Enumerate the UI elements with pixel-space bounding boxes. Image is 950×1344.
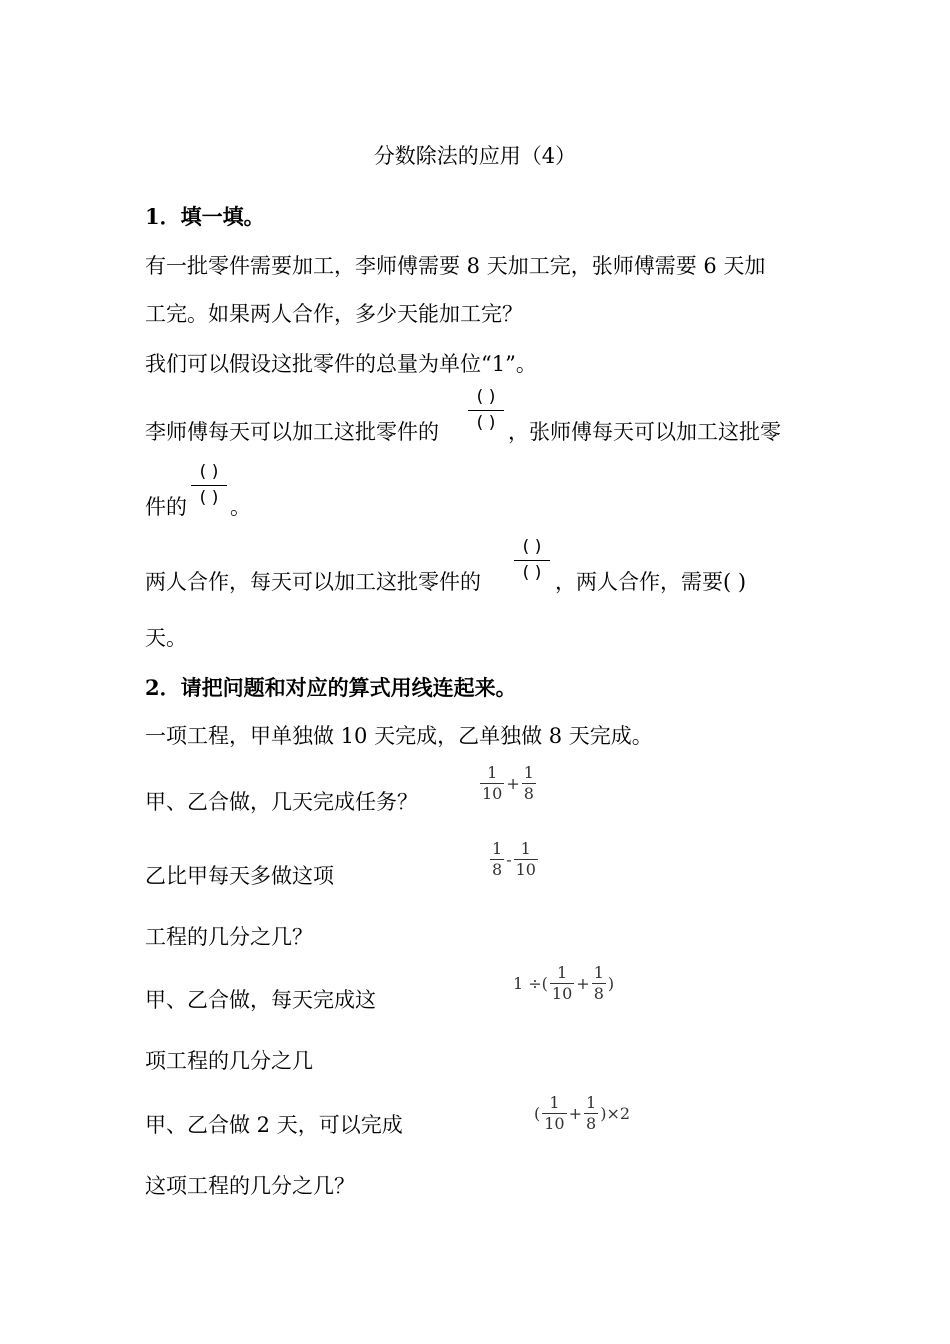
fraction-bar: [191, 485, 227, 486]
q1-together-prefix: 两人合作，每天可以加工这批零件的: [145, 570, 481, 594]
q2-heading: 2．请把问题和对应的算式用线连起来。: [145, 675, 517, 700]
fraction: $\frac{1}{10}$: [482, 763, 503, 803]
fraction: $\frac{1}{10}$: [544, 1093, 565, 1133]
blank-denominator[interactable]: ( ): [522, 563, 542, 583]
operator: +: [576, 974, 590, 993]
formula-sum-rates[interactable]: [479, 763, 537, 804]
q1-li-suffix: ，张师傅每天可以加工这批零: [508, 420, 781, 444]
blank-denominator[interactable]: ( ): [199, 488, 219, 508]
q2-intro: 一项工程，甲单独做 10 天完成，乙单独做 8 天完成。: [145, 724, 653, 748]
zhang-fraction-blank[interactable]: [189, 463, 229, 509]
q1-heading: 1．填一填。: [145, 204, 265, 229]
q2-question-3-line1[interactable]: 甲、乙合做，每天完成这: [145, 988, 376, 1012]
operator: +: [568, 1104, 583, 1123]
fraction: $\frac{1}{10}$: [515, 839, 536, 879]
fraction-bar: [468, 410, 504, 411]
prefix: 1 ÷(: [513, 974, 548, 993]
q2-question-2-line2[interactable]: 工程的几分之几？: [145, 925, 313, 949]
suffix: ): [607, 974, 615, 993]
q2-question-4-line2[interactable]: 这项工程的几分之几？: [145, 1174, 355, 1198]
fraction: $\frac{1}{8}$: [523, 763, 534, 803]
fraction: $\frac{1}{8}$: [492, 839, 503, 879]
q2-question-4-line1[interactable]: 甲、乙合做 2 天，可以完成: [145, 1113, 403, 1137]
operator: +: [506, 774, 520, 793]
q1-days-word: 天。: [145, 626, 187, 650]
q1-problem-line2: 工完。如果两人合作，多少天能加工完？: [145, 302, 523, 326]
q2-question-2-line1[interactable]: 乙比甲每天多做这项: [145, 864, 334, 888]
formula-difference-rates[interactable]: [489, 839, 539, 880]
blank-numerator[interactable]: ( ): [476, 387, 496, 407]
q1-together-suffix: ，两人合作，需要( ): [555, 570, 747, 594]
q1-li-prefix: 李师傅每天可以加工这批零件的: [145, 420, 439, 444]
fraction: $\frac{1}{8}$: [586, 1093, 597, 1133]
q2-question-1[interactable]: 甲、乙合做，几天完成任务？: [145, 790, 418, 814]
q2-question-3-line2[interactable]: 项工程的几分之几: [145, 1049, 313, 1073]
together-fraction-blank[interactable]: [512, 538, 552, 584]
blank-numerator[interactable]: ( ): [522, 537, 542, 557]
q1-problem-line1: 有一批零件需要加工，李师傅需要 8 天加工完，张师傅需要 6 天加: [145, 254, 766, 278]
blank-numerator[interactable]: ( ): [199, 462, 219, 482]
fraction: $\frac{1}{8}$: [593, 963, 604, 1003]
prefix: (: [534, 1104, 541, 1123]
operator: -: [506, 850, 512, 869]
li-fraction-blank[interactable]: [466, 388, 506, 434]
blank-denominator[interactable]: ( ): [476, 413, 496, 433]
fraction-bar: [514, 560, 550, 561]
formula-two-days[interactable]: [533, 1093, 631, 1134]
page-title: 分数除法的应用（4）: [373, 144, 577, 168]
q1-zhang-prefix: 件的: [145, 495, 187, 519]
q1-assume: 我们可以假设这批零件的总量为单位“1”。: [145, 352, 537, 376]
fraction: $\frac{1}{10}$: [551, 963, 573, 1003]
q1-zhang-suffix: 。: [230, 495, 251, 519]
formula-days-together[interactable]: [512, 963, 615, 1004]
suffix: )×2: [600, 1104, 631, 1123]
